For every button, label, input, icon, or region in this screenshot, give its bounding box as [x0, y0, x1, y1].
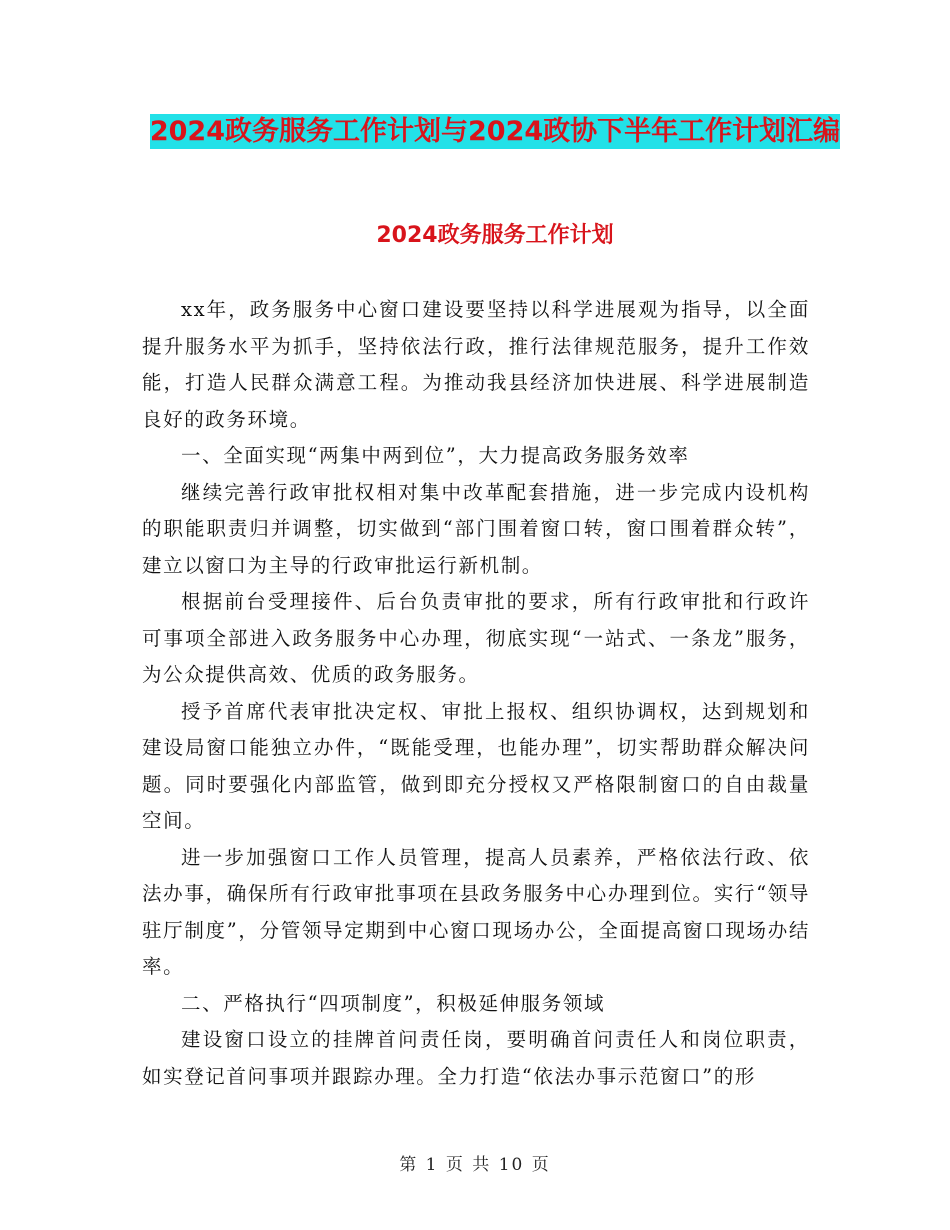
- document-title: [140, 108, 850, 156]
- paragraph: 二、严格执行“四项制度”，积极延伸服务领域: [181, 991, 606, 1015]
- paragraph: 授予首席代表审批决定权、审批上报权、组织协调权，达到规划和建设局窗口能独立办件，“既能受理，也能办理”，切实帮助群众解决问题。同时要强化内部监管，做到即充分授权又严格限制窗口的自由裁量空间。: [142, 699, 810, 832]
- section-title: 2024政务服务工作计划: [376, 223, 614, 248]
- paragraph: 根据前台受理接件、后台负责审批的要求，所有行政审批和行政许可事项全部进入政务服务中心办理，彻底实现“一站式、一条龙”服务，为公众提供高效、优质的政务服务。: [142, 590, 810, 686]
- document-title-text: 2024政务服务工作计划与2024政协下半年工作计划汇编: [149, 116, 841, 147]
- page-number-footer: 第 1 页 共 10 页: [399, 1155, 551, 1175]
- paragraph: 一、全面实现“两集中两到位”，大力提高政务服务效率: [181, 444, 690, 467]
- paragraph: xx年，政务服务中心窗口建设要坚持以科学进展观为指导，以全面提升服务水平为抓手，坚持依法行政，推行法律规范服务，提升工作效能，打造人民群众满意工程。为推动我县经济加快进展、科学进展制造良好的政务环境。: [142, 298, 810, 431]
- paragraph: 建设窗口设立的挂牌首问责任岗，要明确首问责任人和岗位职责，如实登记首问事项并跟踪办理。全力打造“依法办事示范窗口”的形: [142, 1028, 810, 1088]
- document-body: [142, 292, 810, 1095]
- paragraph: 进一步加强窗口工作人员管理，提高人员素养，严格依法行政、依法办事，确保所有行政审批事项在县政务服务中心办理到位。实行“领导驻厅制度”，分管领导定期到中心窗口现场办公，全面提高窗口现场办结率。: [142, 845, 810, 978]
- paragraph: 继续完善行政审批权相对集中改革配套措施，进一步完成内设机构的职能职责归并调整，切实做到“部门围着窗口转，窗口围着群众转”，建立以窗口为主导的行政审批运行新机制。: [142, 480, 810, 577]
